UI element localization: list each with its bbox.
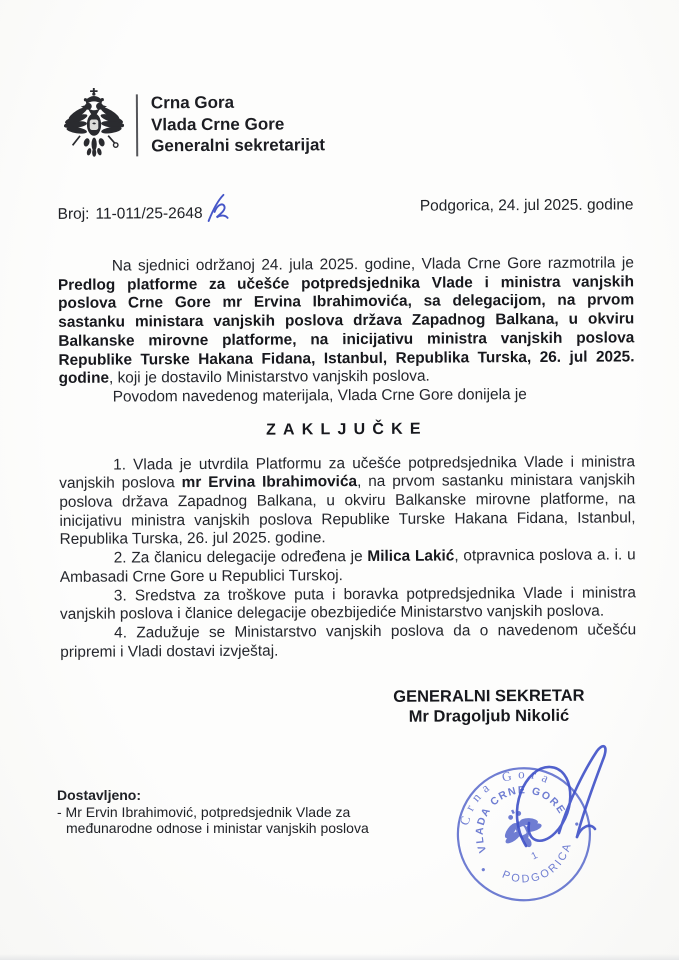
coat-of-arms-icon	[64, 85, 124, 164]
conclusion-1-bold: mr Ervina Ibrahimovića	[181, 473, 358, 492]
distribution-line-1: - Mr Ervin Ibrahimović, potpredsjednik Vlade za	[57, 803, 351, 820]
stamp-bottom-text: PODGORICA	[500, 840, 575, 886]
conclusion-1-pre: 1. Vlada je utvrdila Platformu za učešće potpredsjednika Vlade i ministra vanjskih poslova	[59, 452, 636, 493]
conclusion-4-text: 4. Zadužuje se Ministarstvo vanjskih poslova da o navedenom učešću pripremi i Vladi dostavi izvještaj.	[60, 621, 637, 661]
distribution-line-2: međunarodne odnose i ministar vanjskih poslova	[66, 820, 369, 836]
signatory-name: Mr Dragoljub Nikolić	[408, 707, 570, 727]
intro-post: , koji je dostavilo Ministarstvo vanjskih poslova.	[108, 367, 430, 387]
intro-bold: Predlog platforme za učešće potpredsjednika Vlade i ministra vanjskih poslova Crne Gore mr Ervina Ibrahimovića, sa delegacijom, na prvom sastanku ministara vanjskih poslova država Zapadnog Balkana, u okviru Balkanske mirovne platforme, na inicijativu ministra vanjskih poslova Republike Turske Hakana Fidana, Istanbul, Republika Turska, 26. jul 2025. godine	[57, 273, 635, 388]
stamp-number: 1	[529, 850, 540, 863]
conclusion-1-post: , na prvom sastanku ministara vanjskih poslova država Zapadnog Balkana, u okviru Balkanske mirovne platforme, na inicijativu ministra vanjskih poslova Republike Turske Hakana Fidana, Istanbul, Republika Turska, 26. jul 2025. godine.	[59, 471, 636, 549]
conclusion-2-pre: 2. Za članicu delegacije određena je	[113, 548, 368, 567]
place-date: Podgorica, 24. jul 2025. godine	[419, 196, 634, 215]
letterhead	[0, 0, 679, 165]
header-divider	[136, 94, 138, 156]
conclusion-item-4	[60, 621, 636, 662]
document-body	[57, 254, 637, 727]
conclusions-heading: ZAKLJUČKE	[265, 420, 428, 439]
intro-pre: Na sjednici održanoj 24. jula 2025. godine, Vlada Crne Gore razmotrila je	[111, 254, 634, 275]
conclusion-3-text: 3. Sredstva za troškove puta i boravka potpredsjednika Vlade i ministra vanjskih poslova i članice delegacije obezbijediće Ministarstvo vanjskih poslova.	[59, 583, 636, 624]
org-department: Generalni sekretarijat	[151, 135, 326, 156]
conclusion-2-bold: Milica Lakić	[367, 547, 455, 566]
reference-number-label: Broj:	[57, 205, 90, 223]
org-country: Crna Gora	[150, 93, 235, 113]
intro-paragraph	[58, 254, 635, 388]
handwritten-mark	[204, 192, 230, 229]
reference-number-value: 11-011/25-2648	[95, 205, 203, 223]
signatory-title: GENERALNI SEKRETAR	[393, 687, 585, 707]
stamp-inner-text: VLADA CRNE GORE	[473, 784, 568, 855]
intro-second-line: Povodom navedenog materijala, Vlada Crne Gore donijela je	[112, 385, 527, 406]
signature-block	[393, 686, 585, 727]
conclusion-item-3	[60, 584, 636, 625]
reference-row	[57, 183, 633, 224]
signature-ink	[492, 736, 642, 891]
stamp-outer-text: Crna Gora	[456, 766, 557, 827]
org-government: Vlada Crne Gore	[150, 114, 285, 135]
distribution-label: Dostavljeno:	[57, 787, 142, 803]
conclusion-item-2	[60, 547, 636, 588]
reference-number	[57, 186, 230, 224]
conclusion-2-post: , otpravnica poslova a. i. u Ambasadi Crne Gore u Republici Turskoj.	[59, 546, 636, 586]
conclusion-item-1	[59, 453, 636, 550]
organization-block	[151, 92, 325, 158]
distribution-block	[57, 787, 387, 837]
